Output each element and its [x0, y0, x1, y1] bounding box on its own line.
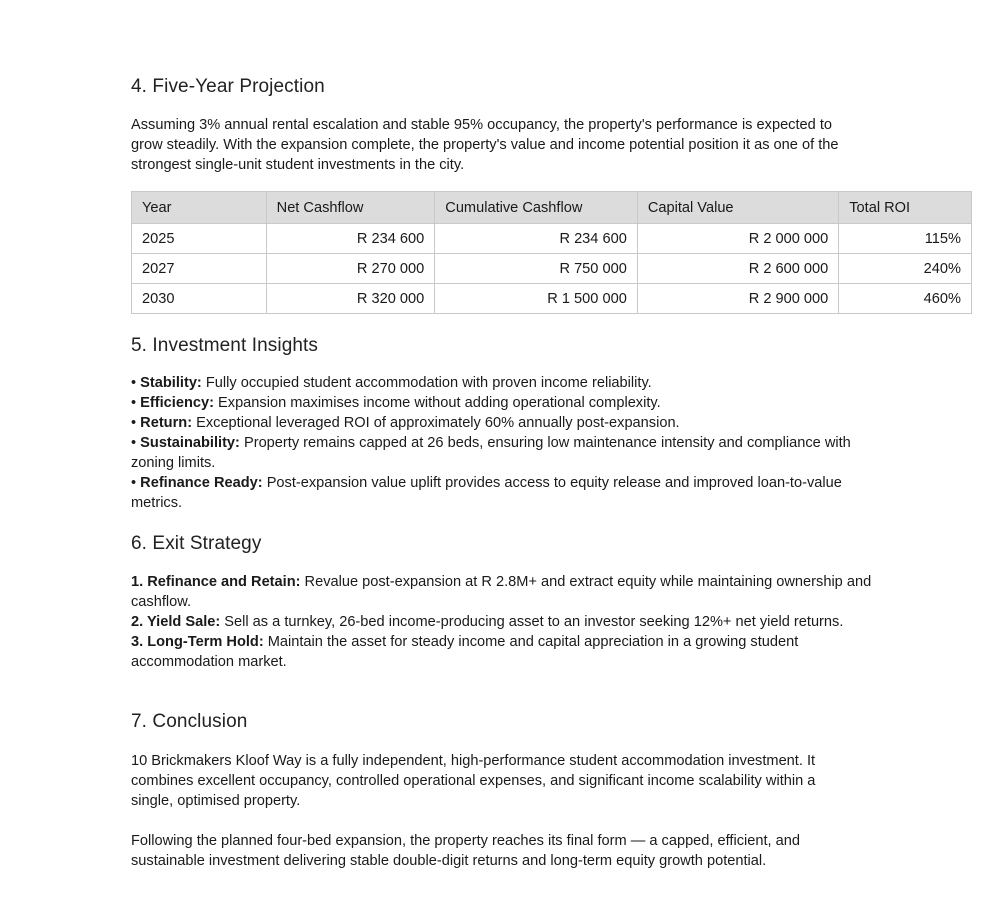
- insight-label: Return:: [140, 415, 193, 431]
- table-row: [132, 284, 972, 314]
- section-heading-conclusion: 7. Conclusion: [131, 711, 248, 732]
- conclusion-paragraph-1: 10 Brickmakers Kloof Way is a fully independent, high-performance student accommodation investment. It combines excellent occupancy, controlled operational expenses, and significant income scalability within a single, optimised property.: [131, 753, 816, 809]
- insight-text: Property remains capped at 26 beds, ensuring low maintenance intensity and compliance with zoning limits.: [131, 435, 851, 471]
- section-heading-projection: 4. Five-Year Projection: [131, 76, 325, 97]
- cell-cumulative-cashflow: R 750 000: [435, 254, 638, 284]
- cell-cumulative-cashflow: R 234 600: [435, 224, 638, 254]
- insight-label: Refinance Ready:: [140, 475, 263, 491]
- exit-strategy-list: [131, 572, 876, 672]
- exit-text: Revalue post-expansion at R 2.8M+ and extract equity while maintaining ownership and cashflow.: [131, 574, 872, 610]
- exit-label: 3. Long-Term Hold:: [131, 634, 264, 650]
- bullet-icon: •: [131, 395, 137, 411]
- insight-text: Post-expansion value uplift provides access to equity release and improved loan-to-value metrics.: [131, 475, 842, 511]
- list-item: [131, 393, 861, 413]
- insights-list: [131, 373, 861, 513]
- list-item: [131, 473, 861, 513]
- insight-text: Expansion maximises income without adding operational complexity.: [213, 395, 661, 411]
- section-heading-exit: 6. Exit Strategy: [131, 533, 262, 554]
- cell-capital-value: R 2 900 000: [637, 284, 838, 314]
- list-item: [131, 433, 861, 473]
- exit-text: Maintain the asset for steady income and capital appreciation in a growing student accommodation market.: [131, 634, 799, 670]
- col-header-cumulative-cashflow: Cumulative Cashflow: [435, 192, 638, 224]
- exit-label: 2. Yield Sale:: [131, 614, 221, 630]
- table-row: [132, 224, 972, 254]
- bullet-icon: •: [131, 375, 137, 391]
- cell-total-roi: 460%: [839, 284, 972, 314]
- insight-label: Stability:: [140, 375, 202, 391]
- bullet-icon: •: [131, 475, 137, 491]
- col-header-year: Year: [132, 192, 267, 224]
- cell-capital-value: R 2 600 000: [637, 254, 838, 284]
- col-header-capital-value: Capital Value: [637, 192, 838, 224]
- insight-label: Efficiency:: [140, 395, 214, 411]
- list-item: [131, 632, 876, 672]
- bullet-icon: •: [131, 415, 137, 431]
- exit-text: Sell as a turnkey, 26-bed income-producing asset to an investor seeking 12%+ net yield returns.: [220, 614, 844, 630]
- cell-net-cashflow: R 234 600: [266, 224, 435, 254]
- cell-year: 2027: [132, 254, 267, 284]
- cell-year: 2025: [132, 224, 267, 254]
- cell-total-roi: 115%: [839, 224, 972, 254]
- cell-year: 2030: [132, 284, 267, 314]
- table-row: [132, 254, 972, 284]
- col-header-total-roi: Total ROI: [839, 192, 972, 224]
- projection-intro: Assuming 3% annual rental escalation and stable 95% occupancy, the property's performance is expected to grow steadily. With the expansion complete, the property's value and income potential position it as one of the strongest single-unit student investments in the city.: [131, 117, 839, 173]
- exit-label: 1. Refinance and Retain:: [131, 574, 301, 590]
- insight-label: Sustainability:: [140, 435, 240, 451]
- list-item: [131, 612, 876, 632]
- insight-text: Fully occupied student accommodation with proven income reliability.: [201, 375, 652, 391]
- cell-total-roi: 240%: [839, 254, 972, 284]
- cell-capital-value: R 2 000 000: [637, 224, 838, 254]
- projection-table: [131, 191, 972, 314]
- cell-cumulative-cashflow: R 1 500 000: [435, 284, 638, 314]
- bullet-icon: •: [131, 435, 137, 451]
- cell-net-cashflow: R 270 000: [266, 254, 435, 284]
- list-item: [131, 572, 876, 612]
- insight-text: Exceptional leveraged ROI of approximately 60% annually post-expansion.: [192, 415, 680, 431]
- conclusion-paragraph-2: Following the planned four-bed expansion, the property reaches its final form — a capped, efficient, and sustainable investment delivering stable double-digit returns and long-term equity growth potential.: [131, 833, 801, 869]
- section-heading-insights: 5. Investment Insights: [131, 335, 319, 356]
- cell-net-cashflow: R 320 000: [266, 284, 435, 314]
- table-header-row: [132, 192, 972, 224]
- list-item: [131, 373, 861, 393]
- list-item: [131, 413, 861, 433]
- col-header-net-cashflow: Net Cashflow: [266, 192, 435, 224]
